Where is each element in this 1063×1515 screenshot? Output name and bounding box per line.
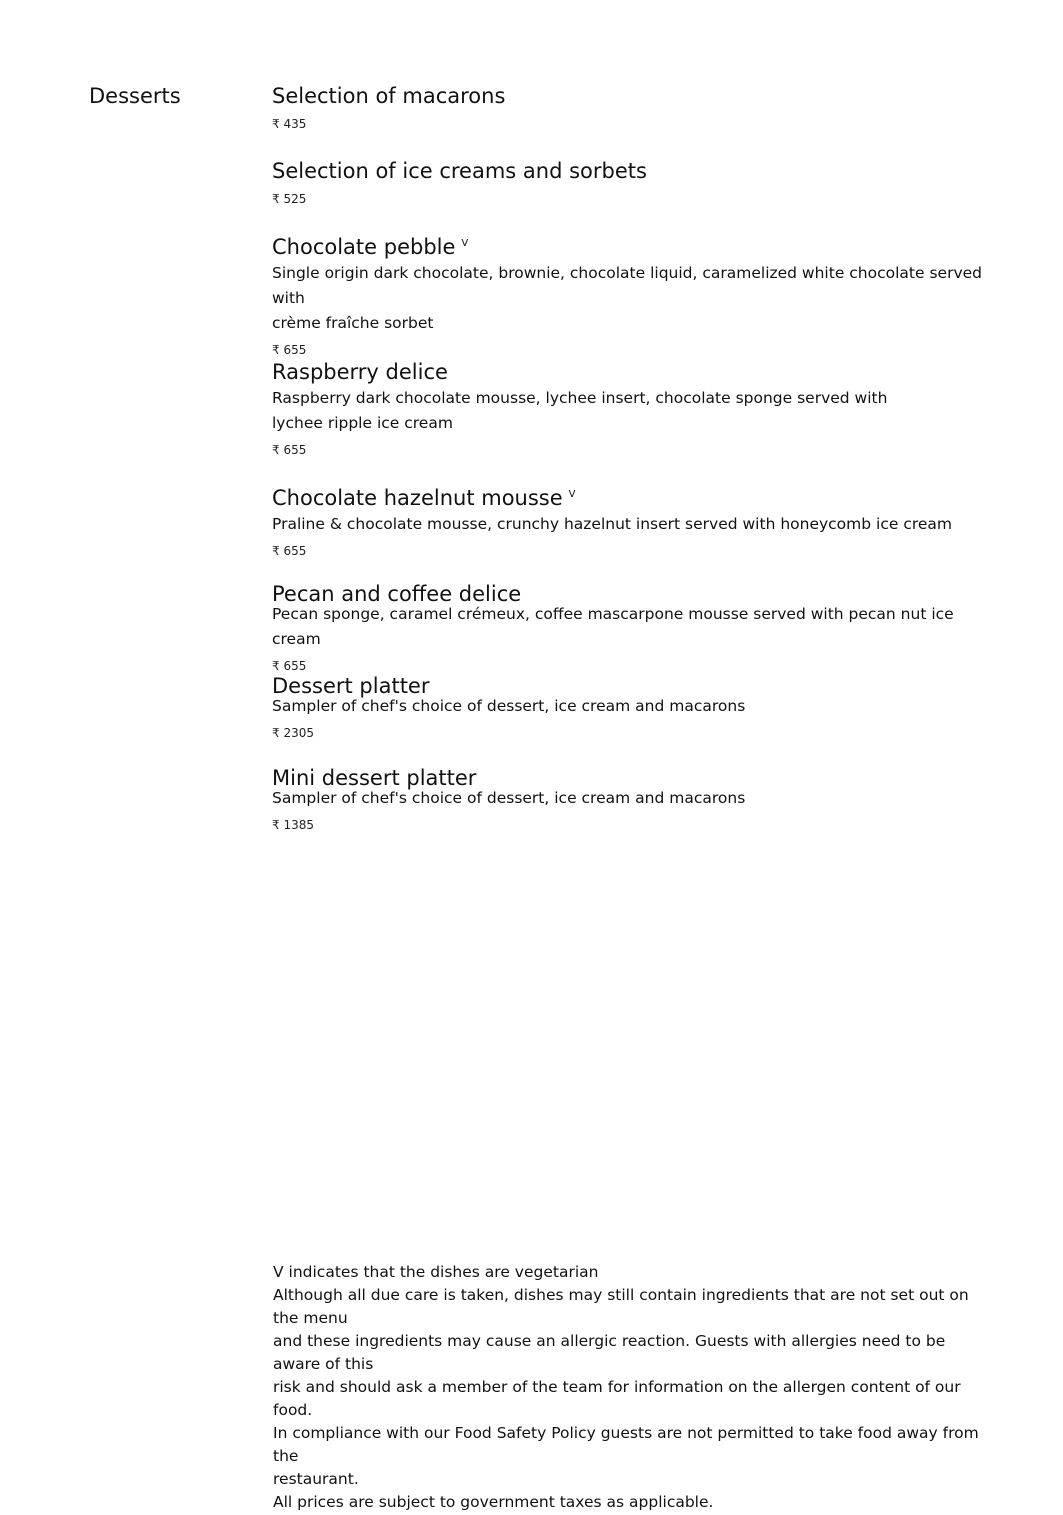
item-description: Praline & chocolate mousse, crunchy hazelnut insert served with honeycomb ice cream	[272, 515, 953, 533]
food-safety-note: In compliance with our Food Safety Policy guests are not permitted to take food away from the restaurant.	[273, 1424, 979, 1488]
item-name: Mini dessert platter	[272, 766, 477, 790]
item-name: Selection of ice creams and sorbets	[272, 159, 647, 183]
item-name: Chocolate hazelnut mousse $^V$	[272, 486, 576, 510]
item-name: Chocolate pebble $^V$	[272, 235, 469, 259]
item-price: ₹ 655	[272, 343, 307, 357]
item-price: ₹ 655	[272, 443, 307, 457]
item-price: ₹ 1385	[272, 818, 314, 832]
section-title: Desserts	[89, 84, 181, 108]
item-name: Pecan and coffee delice	[272, 582, 522, 606]
menu-item	[272, 672, 992, 741]
allergen-note: Although all due care is taken, dishes may still contain ingredients that are not set out on the menu and these ingredients may cause an allergic reaction. Guests with allergies need to be aware of this risk and should ask a member of the team for information on the allergen content of our food.	[273, 1286, 969, 1419]
item-description: Pecan sponge, caramel crémeux, coffee mascarpone mousse served with pecan nut ice cream	[272, 605, 954, 648]
menu-item	[272, 233, 992, 358]
item-price: ₹ 435	[272, 117, 307, 131]
menu-item	[272, 580, 992, 674]
menu-item	[272, 82, 992, 132]
item-description: Raspberry dark chocolate mousse, lychee insert, chocolate sponge served with lychee ripple ice cream	[272, 389, 888, 432]
item-price: ₹ 525	[272, 192, 307, 206]
vegetarian-mark: V	[568, 489, 576, 500]
item-price: ₹ 655	[272, 544, 307, 558]
menu-footnote	[273, 1261, 983, 1514]
item-name: Selection of macarons	[272, 84, 506, 108]
vegetarian-mark: V	[461, 238, 469, 249]
menu-item	[272, 484, 992, 559]
item-description: Sampler of chef's choice of dessert, ice cream and macarons	[272, 789, 746, 807]
menu-item	[272, 764, 992, 833]
item-price: ₹ 2305	[272, 726, 314, 740]
item-name: Dessert platter	[272, 674, 430, 698]
tax-note: All prices are subject to government taxes as applicable.	[273, 1493, 714, 1511]
item-name: Raspberry delice	[272, 360, 448, 384]
vegetarian-note: V indicates that the dishes are vegetarian	[273, 1263, 599, 1281]
menu-item	[272, 157, 992, 207]
menu-item	[272, 358, 992, 458]
item-description: Single origin dark chocolate, brownie, chocolate liquid, caramelized white chocolate served with crème fraîche sorbet	[272, 264, 982, 332]
item-price: ₹ 655	[272, 659, 307, 673]
item-description: Sampler of chef's choice of dessert, ice cream and macarons	[272, 697, 746, 715]
